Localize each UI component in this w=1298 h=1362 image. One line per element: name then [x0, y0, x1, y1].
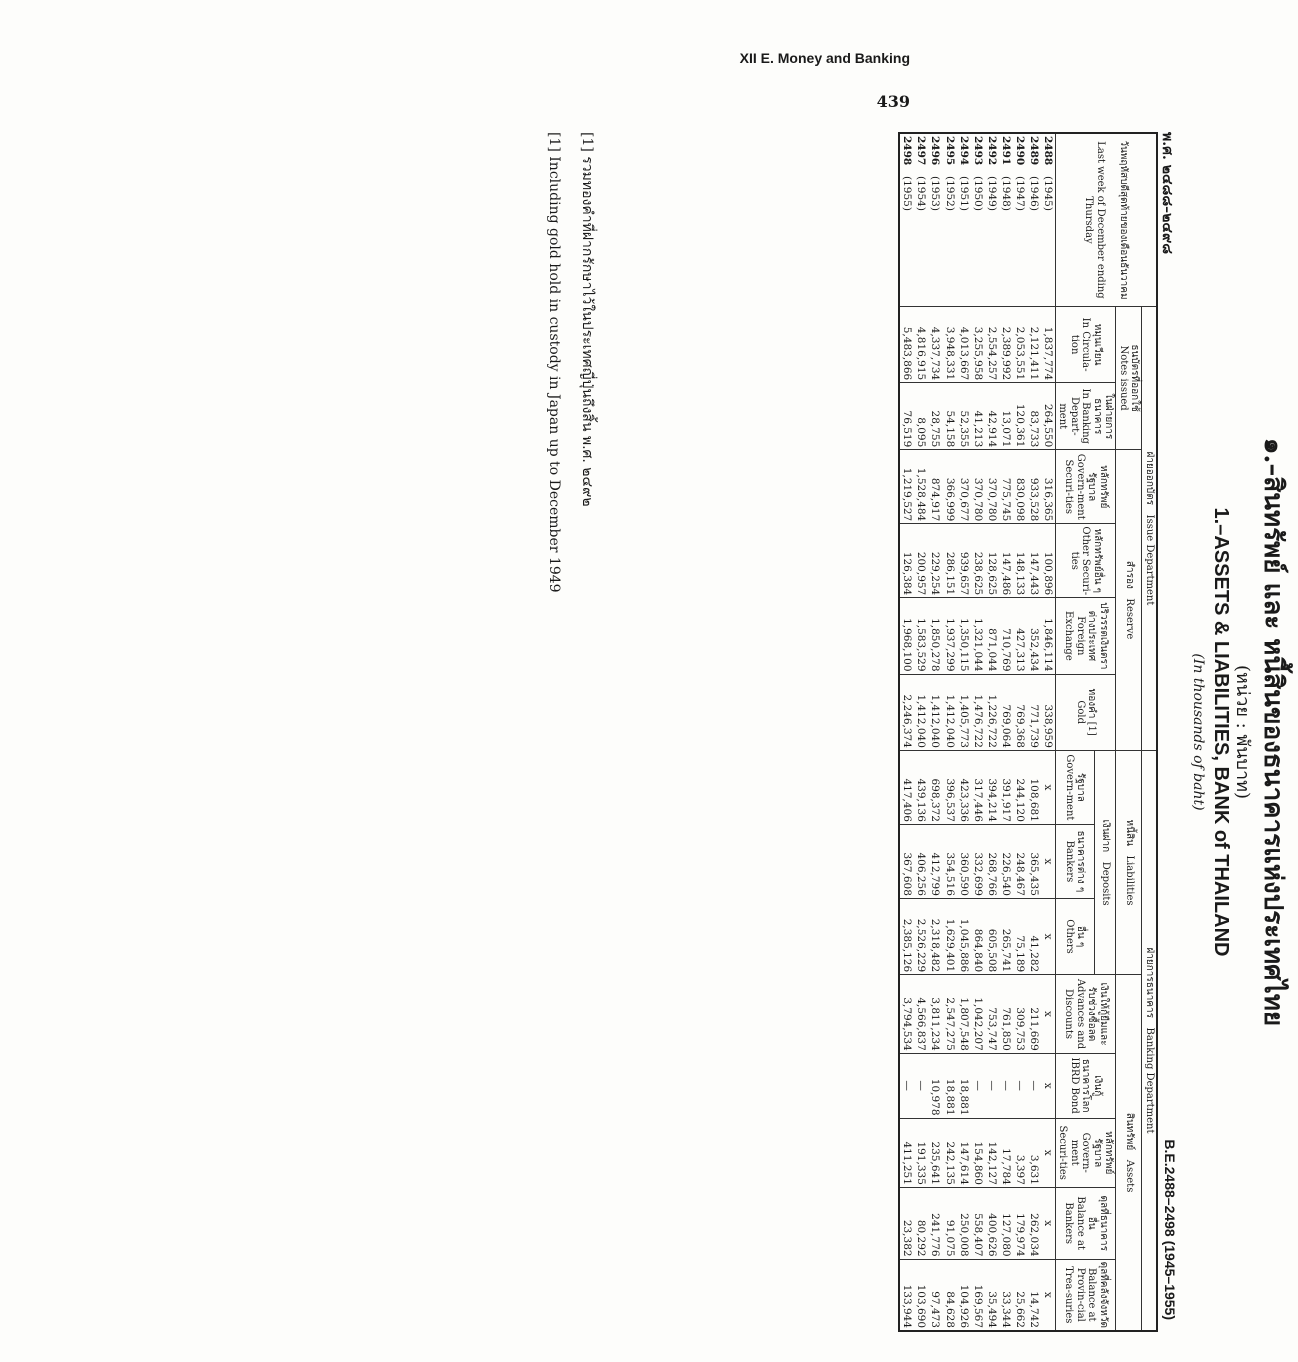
value-cell-dbank: x [1041, 824, 1056, 898]
value-cell-agov: 235,641 [928, 1118, 942, 1187]
value-cell-govsec: 316,365 [1041, 450, 1056, 524]
value-cell-inbank: 28,755 [928, 383, 942, 450]
table-row [899, 133, 914, 1331]
value-cell-circ: 2,389,992 [999, 306, 1013, 382]
value-cell-gold: 769,064 [999, 674, 1013, 750]
value-cell-circ: 4,013,667 [957, 306, 971, 382]
reserve-other-sec-header: หลักทรัพย์อื่น ๆ Other Securi-ties [1056, 524, 1117, 598]
value-cell-gold: 1,412,040 [914, 674, 928, 750]
value-cell-adv: 2,547,275 [943, 975, 957, 1054]
value-cell-balprov: 35,494 [985, 1259, 999, 1331]
value-cell-agov: 142,127 [985, 1118, 999, 1187]
value-cell-govsec: 775,745 [999, 450, 1013, 524]
value-cell-dbank: 248,467 [1013, 824, 1027, 898]
value-cell-othsec: 100,896 [1041, 524, 1056, 598]
reserve-gold-header: ทองคำ [1] Gold [1056, 674, 1117, 750]
value-cell-doth: 41,282 [1027, 898, 1041, 974]
value-cell-circ: 3,948,331 [943, 306, 957, 382]
table-row [943, 133, 957, 1331]
value-cell-othsec: 128,625 [985, 524, 999, 598]
value-cell-fx: 1,350,115 [957, 598, 971, 674]
value-cell-fx: 1,850,278 [928, 598, 942, 674]
value-cell-inbank: 42,914 [985, 383, 999, 450]
value-cell-dbank: 332,699 [971, 824, 985, 898]
value-cell-dbank: 360,590 [957, 824, 971, 898]
table-row [1027, 133, 1041, 1331]
value-cell-agov: 17,784 [999, 1118, 1013, 1187]
value-cell-fx: 1,937,299 [943, 598, 957, 674]
value-cell-govsec: 933,528 [1027, 450, 1041, 524]
value-cell-dgov: 317,446 [971, 750, 985, 824]
value-cell-dgov: 108,681 [1027, 750, 1041, 824]
value-cell-balprov: 169,567 [971, 1259, 985, 1331]
value-cell-dgov: 417,406 [899, 750, 914, 824]
value-cell-agov: 242,135 [943, 1118, 957, 1187]
value-cell-circ: 2,121,411 [1027, 306, 1041, 382]
value-cell-gold: 1,412,040 [928, 674, 942, 750]
value-cell-doth: 2,526,229 [914, 898, 928, 974]
value-cell-adv: 309,753 [1013, 975, 1027, 1054]
value-cell-adv: 3,794,534 [899, 975, 914, 1054]
value-cell-gold: 1,405,773 [957, 674, 971, 750]
value-cell-dgov: 396,537 [943, 750, 957, 824]
value-cell-adv: 753,747 [985, 975, 999, 1054]
footnotes [532, 132, 598, 593]
value-cell-agov: 154,860 [971, 1118, 985, 1187]
value-cell-agov: 3,631 [1027, 1118, 1041, 1187]
value-cell-gold: 1,476,722 [971, 674, 985, 750]
value-cell-balbank: x [1041, 1187, 1056, 1259]
value-cell-govsec: 1,528,484 [914, 450, 928, 524]
advances-header: เงินให้กู้ยืมและรับช่วงซื้อลด Advances and Discounts [1056, 975, 1117, 1054]
value-cell-balbank: 80,292 [914, 1187, 928, 1259]
value-cell-othsec: 148,133 [1013, 524, 1027, 598]
value-cell-govsec: 366,999 [943, 450, 957, 524]
ibrd-header: เงินกู้ธนาคารโลก IBRD Bond [1056, 1053, 1117, 1118]
period-english: B.E.2488–2498 (1945–1955) [1162, 1139, 1178, 1320]
dep-others-header: อื่น ๆ Others [1056, 898, 1095, 974]
reserve-govt-sec-header: หลักทรัพย์รัฐบาล Govern-ment Securi-ties [1056, 450, 1117, 524]
value-cell-agov: x [1041, 1118, 1056, 1187]
reserve-header: สำรอง Reserve [1116, 450, 1142, 751]
value-cell-balbank: 262,034 [1027, 1187, 1041, 1259]
running-head: XII E. Money and Banking [739, 50, 910, 66]
value-cell-inbank: 52,355 [957, 383, 971, 450]
value-cell-gold: 1,412,040 [943, 674, 957, 750]
year-cell: 2494(1951) [957, 133, 971, 306]
value-cell-balprov: 25,662 [1013, 1259, 1027, 1331]
year-cell: 2495(1952) [943, 133, 957, 306]
value-cell-fx: 1,846,114 [1041, 598, 1056, 674]
value-cell-gold: 1,226,722 [985, 674, 999, 750]
value-cell-gold: 771,739 [1027, 674, 1041, 750]
dep-bankers-header: ธนาคารต่าง ๆ Bankers [1056, 824, 1095, 898]
value-cell-doth: 1,045,886 [957, 898, 971, 974]
value-cell-adv: x [1041, 975, 1056, 1054]
value-cell-dbank: 365,435 [1027, 824, 1041, 898]
value-cell-othsec: 126,384 [899, 524, 914, 598]
value-cell-balbank: 250,008 [957, 1187, 971, 1259]
value-cell-govsec: 830,098 [1013, 450, 1027, 524]
value-cell-ibrd: 18,881 [957, 1053, 971, 1118]
page-number: 439 [876, 92, 910, 111]
reserve-fx-header: ปริวรรตเงินตราต่างประเทศ Foreign Exchange [1056, 598, 1117, 674]
notes-issued-header: ธนบัตรที่ออกใช้ Notes issued [1116, 306, 1142, 449]
table-row [928, 133, 942, 1331]
value-cell-ibrd: — [985, 1053, 999, 1118]
value-cell-inbank: 8,095 [914, 383, 928, 450]
table-body [899, 133, 1055, 1331]
value-cell-balprov: 84,628 [943, 1259, 957, 1331]
value-cell-doth: 2,318,482 [928, 898, 942, 974]
value-cell-balbank: 127,080 [999, 1187, 1013, 1259]
value-cell-doth: 265,741 [999, 898, 1013, 974]
value-cell-dgov: 394,214 [985, 750, 999, 824]
value-cell-dgov: 423,336 [957, 750, 971, 824]
year-cell: 2496(1953) [928, 133, 942, 306]
value-cell-inbank: 54,158 [943, 383, 957, 450]
value-cell-balbank: 241,776 [928, 1187, 942, 1259]
value-cell-dgov: 244,120 [1013, 750, 1027, 824]
issue-dept-header: ฝ่ายออกบัตร Issue Department [1142, 306, 1157, 750]
value-cell-fx: 352,434 [1027, 598, 1041, 674]
value-cell-doth: 864,840 [971, 898, 985, 974]
value-cell-fx: 1,968,100 [899, 598, 914, 674]
value-cell-agov: 191,335 [914, 1118, 928, 1187]
value-cell-circ: 4,337,734 [928, 306, 942, 382]
balance-bankers-header: ดุลที่ธนาคารอื่น Balance at Bankers [1056, 1187, 1117, 1259]
value-cell-inbank: 76,519 [899, 383, 914, 450]
value-cell-adv: 4,566,837 [914, 975, 928, 1054]
value-cell-govsec: 1,219,527 [899, 450, 914, 524]
value-cell-doth: 2,385,126 [899, 898, 914, 974]
circulation-header: หมุนเวียน In Circula-tion [1056, 306, 1117, 382]
title-subtitle: (In thousands of baht) [1190, 653, 1206, 811]
value-cell-circ: 5,483,866 [899, 306, 914, 382]
value-cell-othsec: 200,957 [914, 524, 928, 598]
value-cell-adv: 3,811,234 [928, 975, 942, 1054]
value-cell-balprov: 97,473 [928, 1259, 942, 1331]
value-cell-circ: 2,053,551 [1013, 306, 1027, 382]
value-cell-doth: 605,508 [985, 898, 999, 974]
value-cell-govsec: 370,677 [957, 450, 971, 524]
value-cell-dbank: 354,516 [943, 824, 957, 898]
value-cell-dbank: 226,540 [999, 824, 1013, 898]
table-row [999, 133, 1013, 1331]
table-row [957, 133, 971, 1331]
value-cell-adv: 761,850 [999, 975, 1013, 1054]
value-cell-circ: 1,837,774 [1041, 306, 1056, 382]
value-cell-agov: 411,251 [899, 1118, 914, 1187]
balance-provincial-header: ดุลที่คลังจังหวัด Balance at Provin-cial Trea-suries [1056, 1259, 1117, 1331]
value-cell-dbank: 367,608 [899, 824, 914, 898]
year-cell: 2492(1949) [985, 133, 999, 306]
footnote-thai: [1] รวมทองคำที่ฝากรักษาไว้ในประเทศญี่ปุ่นถึงสิ้น พ.ศ. ๒๔๙๒ [579, 132, 595, 507]
value-cell-gold: 2,246,374 [899, 674, 914, 750]
value-cell-govsec: 370,780 [985, 450, 999, 524]
value-cell-ibrd: 18,881 [943, 1053, 957, 1118]
year-cell: 2497(1954) [914, 133, 928, 306]
value-cell-ibrd: 10,978 [928, 1053, 942, 1118]
year-cell: 2490(1947) [1013, 133, 1027, 306]
year-cell: 2488(1945) [1041, 133, 1056, 306]
value-cell-doth: 75,189 [1013, 898, 1027, 974]
value-cell-balprov: 133,944 [899, 1259, 914, 1331]
table-row [985, 133, 999, 1331]
value-cell-othsec: 939,657 [957, 524, 971, 598]
in-banking-header: ในฝ่ายการธนาคาร In Banking Depart-ment [1056, 383, 1117, 450]
title-thai: ๑.–สินทรัพย์ และ หนี้สินของธนาคารแห่งประเทศไทย [1258, 437, 1288, 1027]
year-cell: 2493(1950) [971, 133, 985, 306]
period-thai: พ.ศ. ๒๔๘๘–๒๔๙๘ [1159, 132, 1175, 255]
value-cell-gold: 769,368 [1013, 674, 1027, 750]
deposits-header: เงินฝาก Deposits [1094, 750, 1116, 974]
value-cell-ibrd: — [999, 1053, 1013, 1118]
value-cell-govsec: 874,917 [928, 450, 942, 524]
value-cell-circ: 4,816,915 [914, 306, 928, 382]
value-cell-inbank: 120,361 [1013, 383, 1027, 450]
value-cell-balbank: 23,382 [899, 1187, 914, 1259]
value-cell-balbank: 179,974 [1013, 1187, 1027, 1259]
year-cell: 2498(1955) [899, 133, 914, 306]
value-cell-balbank: 91,075 [943, 1187, 957, 1259]
value-cell-ibrd: — [1013, 1053, 1027, 1118]
value-cell-balbank: 558,407 [971, 1187, 985, 1259]
value-cell-adv: 1,807,548 [957, 975, 971, 1054]
value-cell-doth: 1,629,401 [943, 898, 957, 974]
value-cell-adv: 1,042,207 [971, 975, 985, 1054]
value-cell-ibrd: x [1041, 1053, 1056, 1118]
value-cell-circ: 3,255,958 [971, 306, 985, 382]
title-english: 1.–ASSETS & LIABILITIES, BANK of THAILAND [1210, 507, 1232, 957]
assets-liabilities-table [898, 132, 1158, 1332]
value-cell-fx: 1,583,529 [914, 598, 928, 674]
value-cell-ibrd: — [971, 1053, 985, 1118]
value-cell-othsec: 147,443 [1027, 524, 1041, 598]
value-cell-govsec: 370,780 [971, 450, 985, 524]
value-cell-agov: 147,614 [957, 1118, 971, 1187]
value-cell-doth: x [1041, 898, 1056, 974]
dep-govt-header: รัฐบาล Govern-ment [1056, 750, 1095, 824]
assets-header: สินทรัพย์ Assets [1116, 975, 1142, 1331]
value-cell-gold: 338,959 [1041, 674, 1056, 750]
value-cell-balprov: 103,690 [914, 1259, 928, 1331]
value-cell-inbank: 13,071 [999, 383, 1013, 450]
table-row [1041, 133, 1056, 1331]
value-cell-dgov: 698,372 [928, 750, 942, 824]
value-cell-dbank: 412,799 [928, 824, 942, 898]
liabilities-header: หนี้สิน Liabilities [1116, 750, 1142, 974]
table-row [914, 133, 928, 1331]
value-cell-fx: 1,321,044 [971, 598, 985, 674]
value-cell-balprov: 14,742 [1027, 1259, 1041, 1331]
table-row [1013, 133, 1027, 1331]
value-cell-dgov: 439,136 [914, 750, 928, 824]
year-cell: 2489(1946) [1027, 133, 1041, 306]
value-cell-inbank: 83,733 [1027, 383, 1041, 450]
value-cell-dgov: x [1041, 750, 1056, 824]
value-cell-othsec: 147,486 [999, 524, 1013, 598]
value-cell-circ: 2,554,257 [985, 306, 999, 382]
value-cell-othsec: 229,254 [928, 524, 942, 598]
value-cell-ibrd: — [1027, 1053, 1041, 1118]
value-cell-inbank: 41,213 [971, 383, 985, 450]
value-cell-othsec: 286,151 [943, 524, 957, 598]
banking-dept-header: ฝ่ายการธนาคาร Banking Department [1142, 750, 1157, 1331]
value-cell-balprov: x [1041, 1259, 1056, 1331]
value-cell-dgov: 391,917 [999, 750, 1013, 824]
value-cell-fx: 710,769 [999, 598, 1013, 674]
value-cell-ibrd: — [914, 1053, 928, 1118]
value-cell-fx: 427,313 [1013, 598, 1027, 674]
year-cell: 2491(1948) [999, 133, 1013, 306]
value-cell-fx: 871,044 [985, 598, 999, 674]
value-cell-agov: 3,397 [1013, 1118, 1027, 1187]
value-cell-adv: 211,669 [1027, 975, 1041, 1054]
date-header: วันพฤหัสบดีสุดท้ายของเดือนธันวาคม Last week of December ending Thursday [1056, 133, 1158, 306]
value-cell-inbank: 264,550 [1041, 383, 1056, 450]
assets-govt-sec-header: หลักทรัพย์รัฐบาล Govern-ment Securi-ties [1056, 1118, 1117, 1187]
value-cell-balprov: 104,926 [957, 1259, 971, 1331]
value-cell-balbank: 400,626 [985, 1187, 999, 1259]
footnote-english: [1] Including gold hold in custody in Japan up to December 1949 [546, 132, 562, 593]
value-cell-ibrd: — [899, 1053, 914, 1118]
rotated-table-page [468, 132, 1298, 1332]
value-cell-dbank: 406,256 [914, 824, 928, 898]
value-cell-othsec: 238,625 [971, 524, 985, 598]
value-cell-dbank: 268,766 [985, 824, 999, 898]
table-row [971, 133, 985, 1331]
value-cell-balprov: 33,344 [999, 1259, 1013, 1331]
title-unit-thai: (หน่วย : พันบาท) [1232, 665, 1253, 799]
